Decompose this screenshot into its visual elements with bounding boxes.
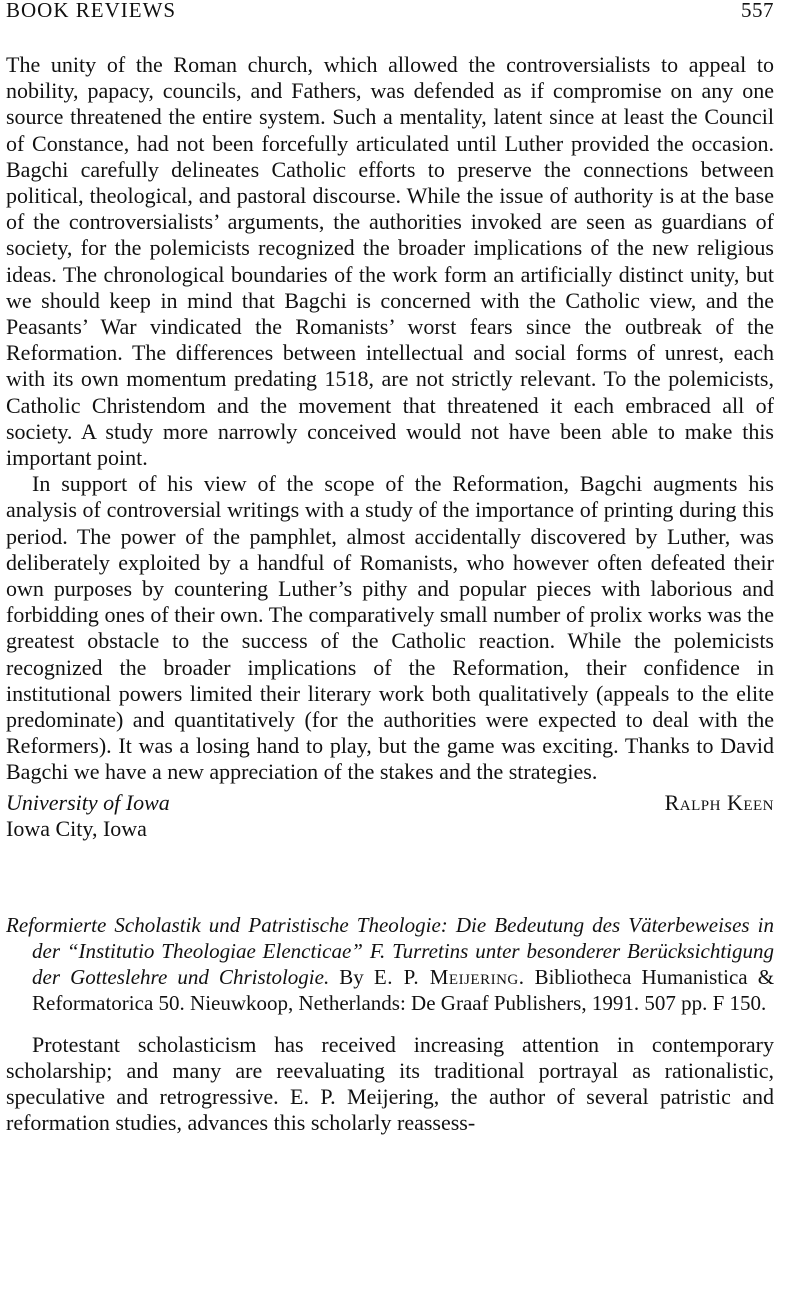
book-details: Bibliotheca Humanistica & Reformatorica 50. Nieuwkoop, Netherlands: De Graaf Publishers, 1991. 507 pp. F 150. [32, 964, 775, 1015]
review-body-2 [6, 1032, 774, 1137]
reviewer-name: Ralph Keen [664, 789, 774, 815]
journal-page [6, 0, 774, 1137]
page-number: 557 [741, 0, 774, 22]
review-paragraph: The unity of the Roman church, which allowed the controversialists to appeal to nobility, papacy, councils, and Fathers, was defended as if compromise on any one source threatened the entire system. Such a mentality, latent since at least the Council of Constance, had not been forcefully articulated until Luther provided the occasion. Bagchi carefully delineates Catholic efforts to preserve the connections between political, theological, and pastoral discourse. While the issue of authority is at the base of the controversialists’ arguments, the authorities invoked are seen as guardians of society, for the polemicists recognized the broader implications of the new religious ideas. The chronological boundaries of the work form an artificially distinct unity, but we should keep in mind that Bagchi is concerned with the Catholic view, and the Peasants’ War vindicated the Romanists’ worst fears since the outbreak of the Reformation. The differences between intellectual and social forms of unrest, each with its own momentum predating 1518, are not strictly relevant. To the polemicists, Catholic Christendom and the movement that threatened it each embraced all of society. A study more narrowly conceived would not have been able to make this important point. [6, 52, 774, 471]
running-head [6, 0, 774, 22]
reviewer-affiliation: University of Iowa [6, 789, 170, 815]
book-by: By [339, 964, 364, 989]
section-title: BOOK REVIEWS [6, 0, 177, 22]
review-signature [6, 790, 774, 842]
book-title: Reformierte Scholastik und Patristische Theologie: Die Bedeutung des Väterbeweises in der “Institutio Theologiae Elencticae” F. Turretins unter besonderer Berücksichtigung der Gotteslehre und Christologie. [6, 912, 774, 989]
review-paragraph: Protestant scholasticism has received increasing attention in contemporary scholarship; and many are reevaluating its traditional portrayal as rationalistic, speculative and retrogressive. E. P. Meijering, the author of several patristic and reformation studies, advances this scholarly reassess- [6, 1031, 774, 1136]
book-author: E. P. Meijering. [373, 964, 525, 989]
reviewer-location: Iowa City, Iowa [6, 815, 147, 841]
review-paragraph: In support of his view of the scope of the Reformation, Bagchi augments his analysis of controversial writings with a study of the importance of printing during this period. The power of the pamphlet, almost accidentally discovered by Luther, was deliberately exploited by a handful of Romanists, who however often defeated their own purposes by countering Luther’s pithy and popular pieces with laborious and forbidding ones of their own. The comparatively small number of prolix works was the greatest obstacle to the success of the Catholic reaction. While the polemicists recognized the broader implications of the Reformation, their confidence in institutional powers limited their literary work both qualitatively (appeals to the elite predominate) and quantitatively (for the authorities were expected to deal with the Reformers). It was a losing hand to play, but the game was exciting. Thanks to David Bagchi we have a new appreciation of the stakes and the strategies. [6, 471, 774, 785]
book-citation [6, 912, 774, 1016]
review-body [6, 52, 774, 786]
